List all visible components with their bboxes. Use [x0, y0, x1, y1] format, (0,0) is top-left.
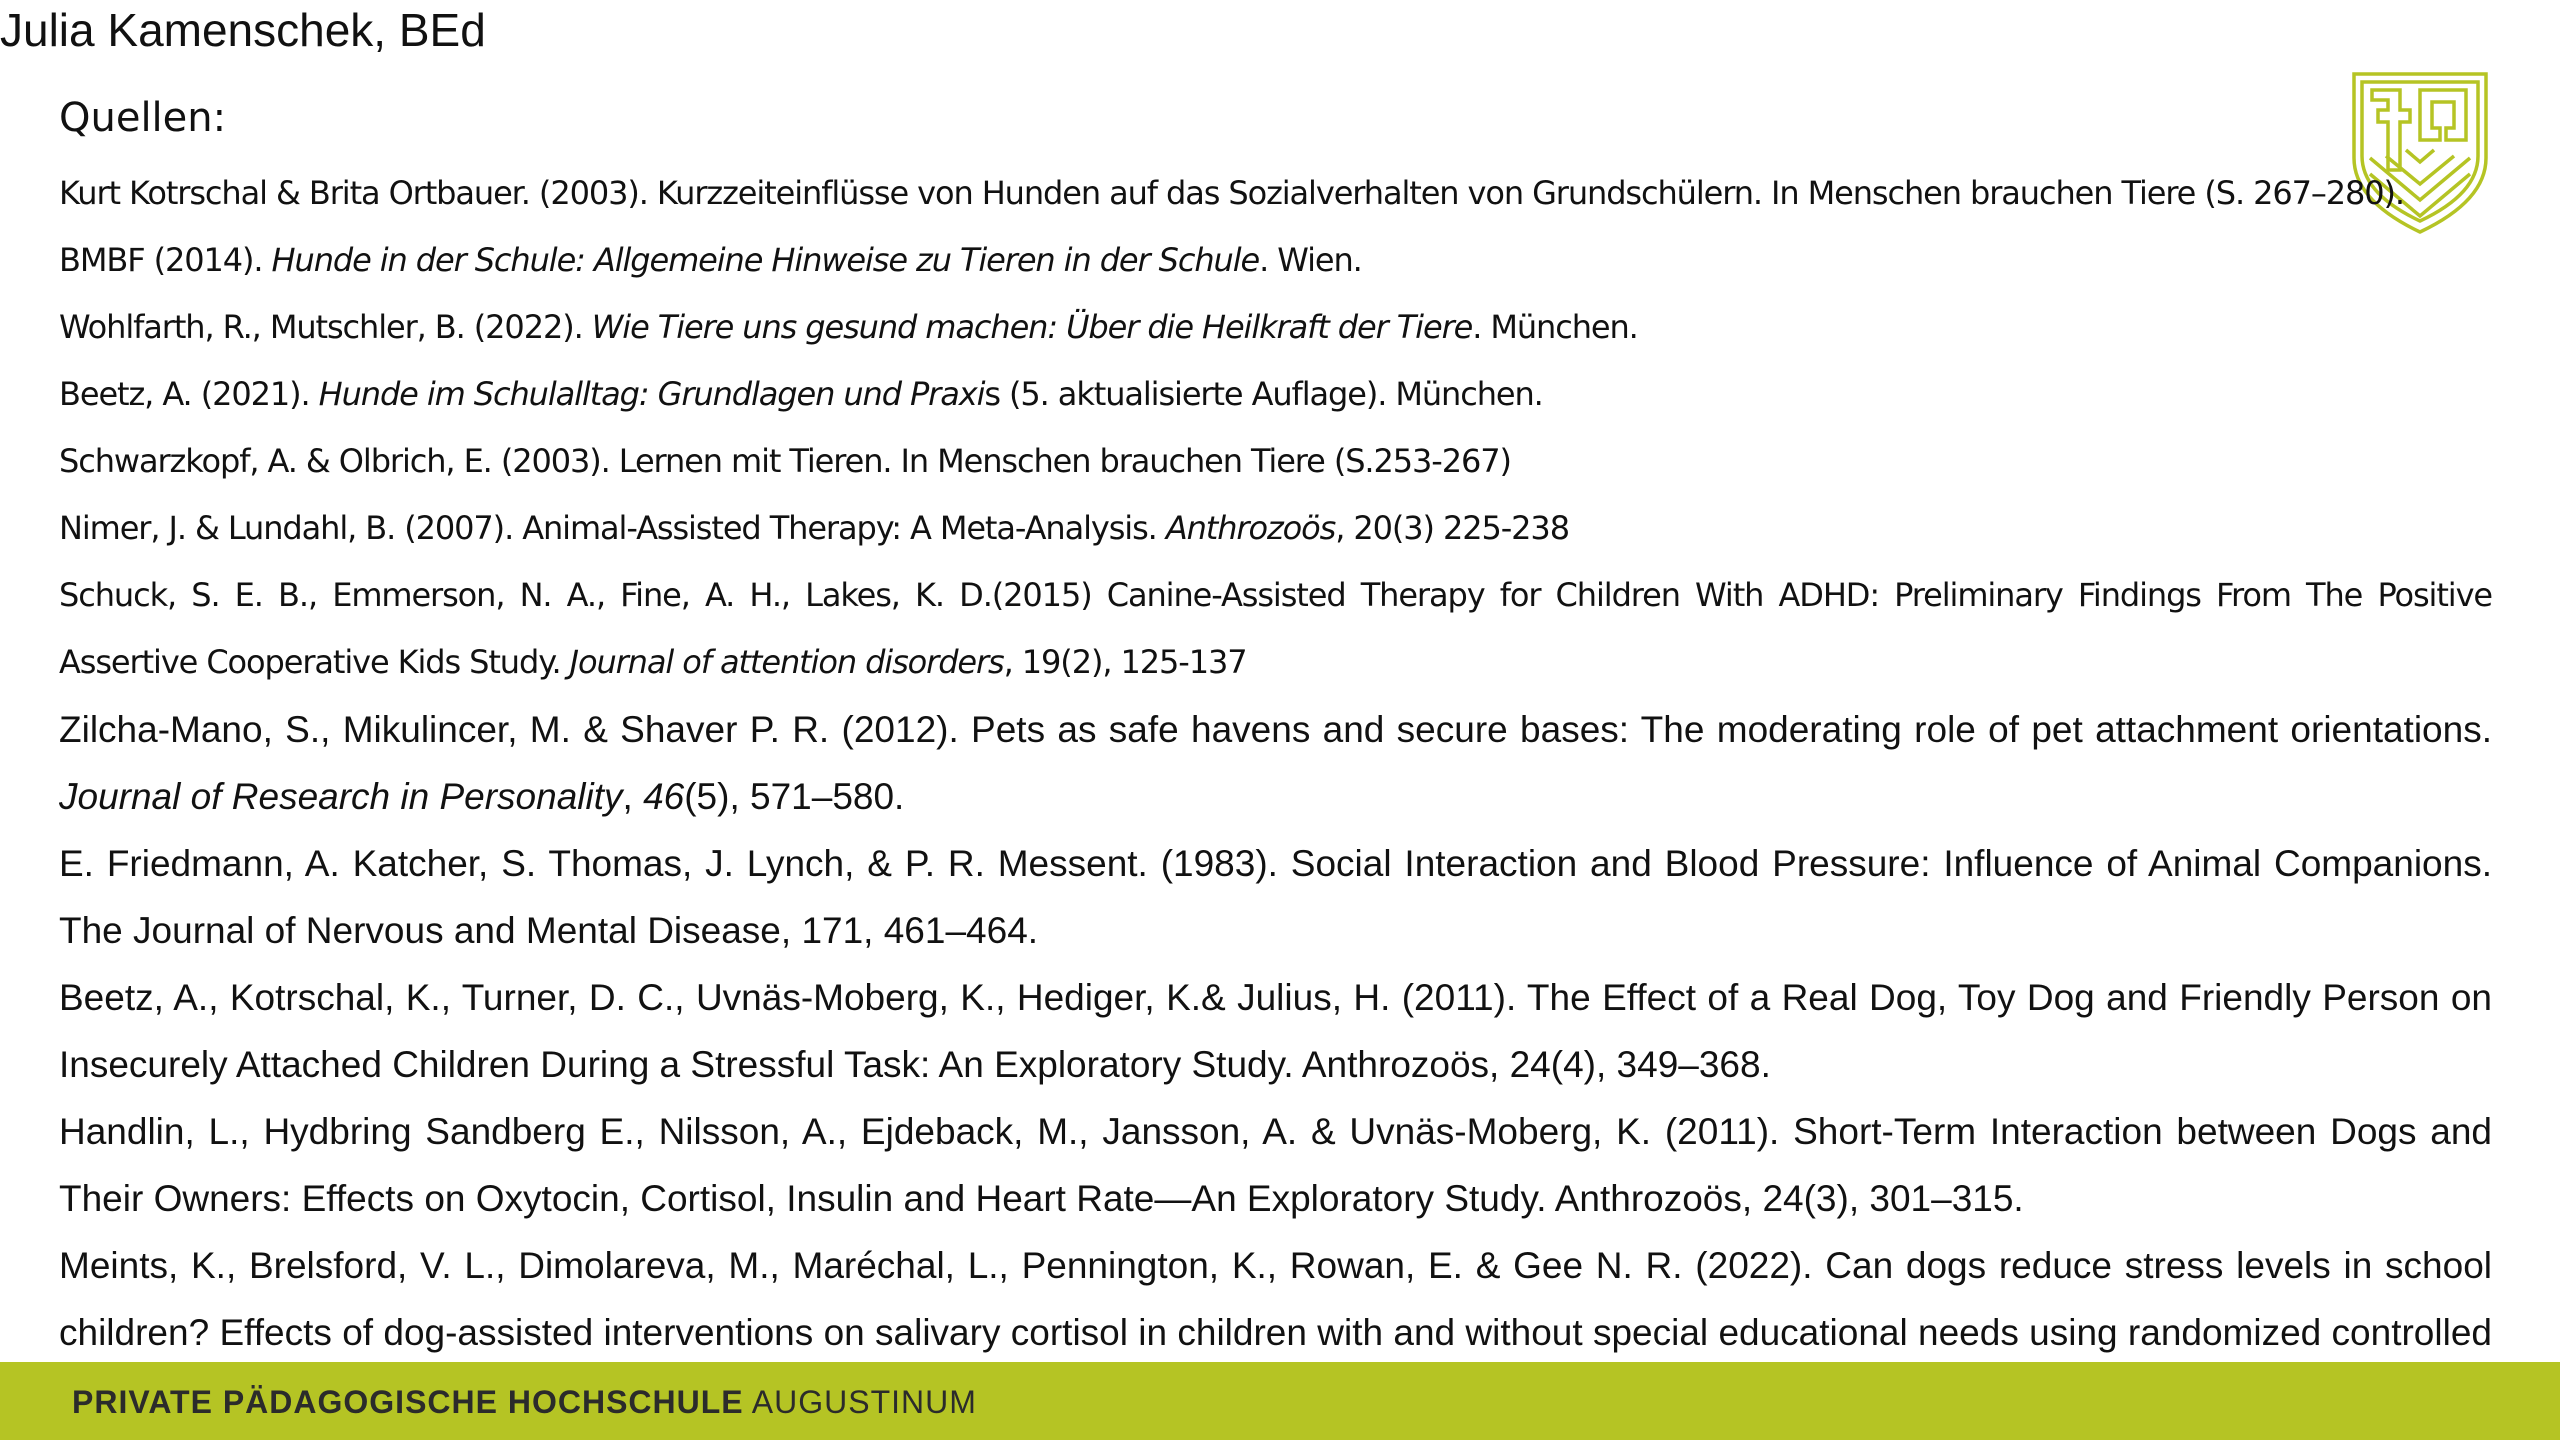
reference-item: Schwarzkopf, A. & Olbrich, E. (2003). Lernen mit Tieren. In Menschen brauchen Tiere (S.253-267): [59, 442, 1511, 480]
institution-name: [72, 1382, 977, 1422]
reference-item: BMBF (2014). Hunde in der Schule: Allgemeine Hinweise zu Tieren in der Schule. Wien.: [59, 241, 1362, 279]
reference-item: E. Friedmann, A. Katcher, S. Thomas, J. Lynch, & P. R. Messent. (1983). Social Interaction and Blood Pressure: Influence of Animal Companions. The Journal of Nervous and Mental Disease, 171, 461–464.: [59, 843, 2492, 951]
reference-item: Handlin, L., Hydbring Sandberg E., Nilsson, A., Ejdeback, M., Jansson, A. & Uvnäs-Moberg, K. (2011). Short-Term Interaction between Dogs and Their Owners: Effects on Oxytocin, Cortisol, Insulin and Heart Rate—An Exploratory Study. Anthrozoös, 24(3), 301–315.: [59, 1111, 2492, 1219]
author-name: Julia Kamenschek, BEd: [0, 4, 486, 56]
institution-name-light: AUGUSTINUM: [751, 1384, 977, 1420]
institution-name-bold: PRIVATE PÄDAGOGISCHE HOCHSCHULE: [72, 1384, 744, 1420]
reference-item: Beetz, A. (2021). Hunde im Schulalltag: Grundlagen und Praxis (5. aktualisierte Auflage). München.: [59, 375, 1543, 413]
reference-item: Kurt Kotrschal & Brita Ortbauer. (2003). Kurzzeiteinflüsse von Hunden auf das Sozialverhalten von Grundschülern. In Menschen brauchen Tiere (S. 267–280).: [59, 174, 2404, 212]
reference-list: [59, 160, 2492, 1370]
reference-item: Schuck, S. E. B., Emmerson, N. A., Fine, A. H., Lakes, K. D.(2015) Canine-Assisted Therapy for Children With ADHD: Preliminary Findings From The Positive Assertive Cooperative Kids Study. Journal of attention disorders, 19(2), 125-137: [59, 576, 2492, 681]
reference-item: Meints, K., Brelsford, V. L., Dimolareva, M., Maréchal, L., Pennington, K., Rowan, E. & Gee N. R. (2022). Can dogs reduce stress levels in school children? Effects of dog-assisted interventions on salivary cortisol in children with and without special educational needs using randomized controlled: [59, 1245, 2492, 1353]
footer-bar: [0, 1362, 2560, 1440]
reference-item: Beetz, A., Kotrschal, K., Turner, D. C., Uvnäs-Moberg, K., Hediger, K.& Julius, H. (2011). The Effect of a Real Dog, Toy Dog and Friendly Person on Insecurely Attached Children During a Stressful Task: An Exploratory Study. Anthrozoös, 24(4), 349–368.: [59, 977, 2492, 1085]
sources-heading: Quellen:: [59, 95, 227, 141]
reference-item: Nimer, J. & Lundahl, B. (2007). Animal-Assisted Therapy: A Meta-Analysis. Anthrozoös, 20(3) 225-238: [59, 509, 1569, 547]
reference-item: Wohlfarth, R., Mutschler, B. (2022). Wie Tiere uns gesund machen: Über die Heilkraft der Tiere. München.: [59, 308, 1638, 346]
reference-item: Zilcha-Mano, S., Mikulincer, M. & Shaver P. R. (2012). Pets as safe havens and secure bases: The moderating role of pet attachment orientations. Journal of Research in Personality, 46(5), 571–580.: [59, 709, 2492, 817]
